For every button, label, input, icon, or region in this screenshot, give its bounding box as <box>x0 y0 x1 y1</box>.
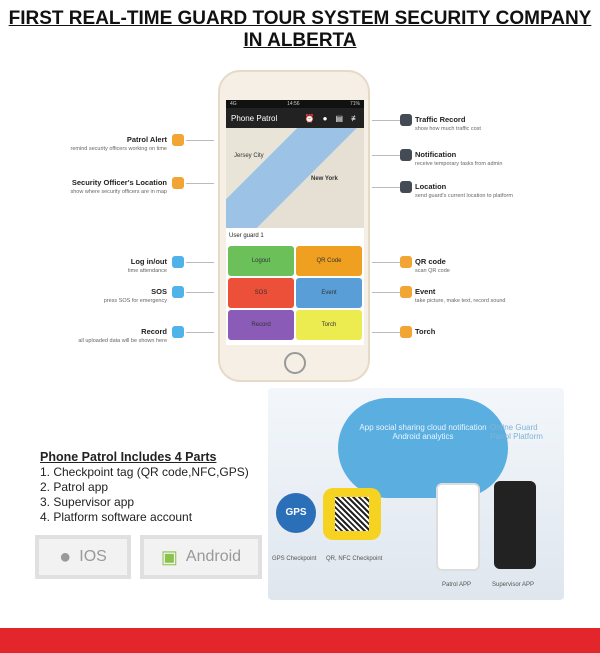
part-item: 3. Supervisor app <box>40 495 135 509</box>
feature-desc: show where security officers are in map <box>70 189 167 195</box>
feature-notification <box>415 150 502 169</box>
speaker-icon <box>400 149 412 161</box>
map[interactable] <box>226 128 364 228</box>
doc-icon[interactable]: ▤ <box>335 113 343 123</box>
network: 4G <box>230 101 237 107</box>
feature-desc: send guard's current location to platform <box>415 193 513 199</box>
android-button[interactable] <box>140 535 262 579</box>
part-item: 1. Checkpoint tag (QR code,NFC,GPS) <box>40 465 249 479</box>
power-icon <box>172 256 184 268</box>
feature-title: Location <box>415 182 447 191</box>
feature-title: Torch <box>415 327 436 336</box>
feature-title: Patrol Alert <box>126 135 167 144</box>
feature-title: QR code <box>415 257 446 266</box>
page-title: FIRST REAL-TIME GUARD TOUR SYSTEM SECURITY COMPANY IN ALBERTA <box>8 8 592 51</box>
connector-line <box>186 183 214 184</box>
people-icon <box>172 177 184 189</box>
feature-desc: all uploaded data will be shown here <box>78 338 167 344</box>
feature-title: Traffic Record <box>415 115 466 124</box>
map-label: New York <box>311 176 338 182</box>
traffic-icon <box>400 114 412 126</box>
target-icon <box>400 181 412 193</box>
apple-icon: ● <box>59 545 72 568</box>
feature-title: Notification <box>415 150 457 159</box>
app-bar <box>226 108 364 128</box>
feature-traffic-record <box>415 115 481 134</box>
feature-title: Event <box>415 287 436 296</box>
alarm-icon[interactable]: ⏰ <box>304 113 315 123</box>
torch-icon <box>400 326 412 338</box>
feature-title: SOS <box>151 287 167 296</box>
feature-event <box>415 287 506 306</box>
connector-line <box>186 262 214 263</box>
connector-line <box>372 120 400 121</box>
user-label: User guard 1 <box>229 233 264 239</box>
patrol-phone <box>436 483 480 571</box>
android-label: Android <box>185 548 242 565</box>
map-label: Jersey City <box>234 153 264 159</box>
sos-icon <box>172 286 184 298</box>
app-button-event[interactable]: Event <box>296 278 362 308</box>
feature-title: Security Officer's Location <box>71 178 167 187</box>
home-button[interactable] <box>284 352 306 374</box>
app-button-record[interactable]: Record <box>228 310 294 340</box>
phone-screen <box>226 100 364 345</box>
feature-record <box>78 327 167 346</box>
feature-desc: press SOS for emergency <box>103 298 167 304</box>
app-title: Phone Patrol <box>231 113 278 123</box>
feature-desc: remind security officers working on time <box>70 146 167 152</box>
feature-desc: receive temporary tasks from admin <box>415 161 503 167</box>
feature-desc: take picture, make text, record sound <box>415 298 506 304</box>
gps-label: GPS Checkpoint <box>272 556 317 562</box>
connector-line <box>186 332 214 333</box>
qr-icon <box>400 256 412 268</box>
app-button-logout[interactable]: Logout <box>228 246 294 276</box>
feature-title: Log in/out <box>130 257 167 266</box>
connector-line <box>372 262 400 263</box>
connector-line <box>372 292 400 293</box>
feature-desc: scan QR code <box>415 268 450 274</box>
feature-desc: show how much traffic cost <box>415 126 481 132</box>
platform-label: Online Guard Patrol Platform <box>490 423 543 441</box>
settings-icon[interactable]: ≢ <box>351 113 359 123</box>
supervisor-phone <box>494 481 536 569</box>
feature-location <box>415 182 513 201</box>
feature-security-officer-s-location <box>71 178 168 197</box>
part-item: 2. Patrol app <box>40 480 109 494</box>
app-button-sos[interactable]: SOS <box>228 278 294 308</box>
pin-icon[interactable]: ● <box>322 113 328 123</box>
patrol-label: Patrol APP <box>442 582 472 588</box>
android-icon: ▣ <box>160 546 178 567</box>
feature-sos <box>104 287 167 306</box>
list-icon <box>172 326 184 338</box>
connector-line <box>186 292 214 293</box>
camera-icon <box>400 286 412 298</box>
promo-image <box>268 388 564 600</box>
phone-mockup <box>218 70 370 382</box>
feature-patrol-alert <box>71 135 168 154</box>
feature-qr-code <box>415 257 450 276</box>
feature-title: Record <box>141 327 167 336</box>
app-button-qr-code[interactable]: QR Code <box>296 246 362 276</box>
part-item: 4. Platform software account <box>40 510 193 524</box>
app-button-torch[interactable]: Torch <box>296 310 362 340</box>
cloud-graphic: App social sharing cloud notification Android analytics <box>338 398 508 498</box>
connector-line <box>372 155 400 156</box>
battery: 71% <box>349 101 360 107</box>
footer-bar <box>0 628 600 653</box>
status-bar <box>226 100 364 108</box>
connector-line <box>186 140 214 141</box>
connector-line <box>372 332 400 333</box>
ios-button[interactable] <box>35 535 131 579</box>
feature-desc: time attendance <box>127 268 167 274</box>
parts-list <box>40 450 249 525</box>
supervisor-label: Supervisor APP <box>492 582 535 588</box>
parts-heading: Phone Patrol Includes 4 Parts <box>40 450 217 464</box>
gps-pin-icon: GPS <box>276 493 316 533</box>
qr-checkpoint-icon <box>323 488 381 540</box>
feature-torch <box>415 327 435 337</box>
ios-label: IOS <box>79 548 107 565</box>
bell-icon <box>172 134 184 146</box>
qr-label: QR, NFC Checkpoint <box>326 556 383 562</box>
feature-log-in-out <box>128 257 167 276</box>
time: 14:56 <box>287 101 300 107</box>
connector-line <box>372 187 400 188</box>
